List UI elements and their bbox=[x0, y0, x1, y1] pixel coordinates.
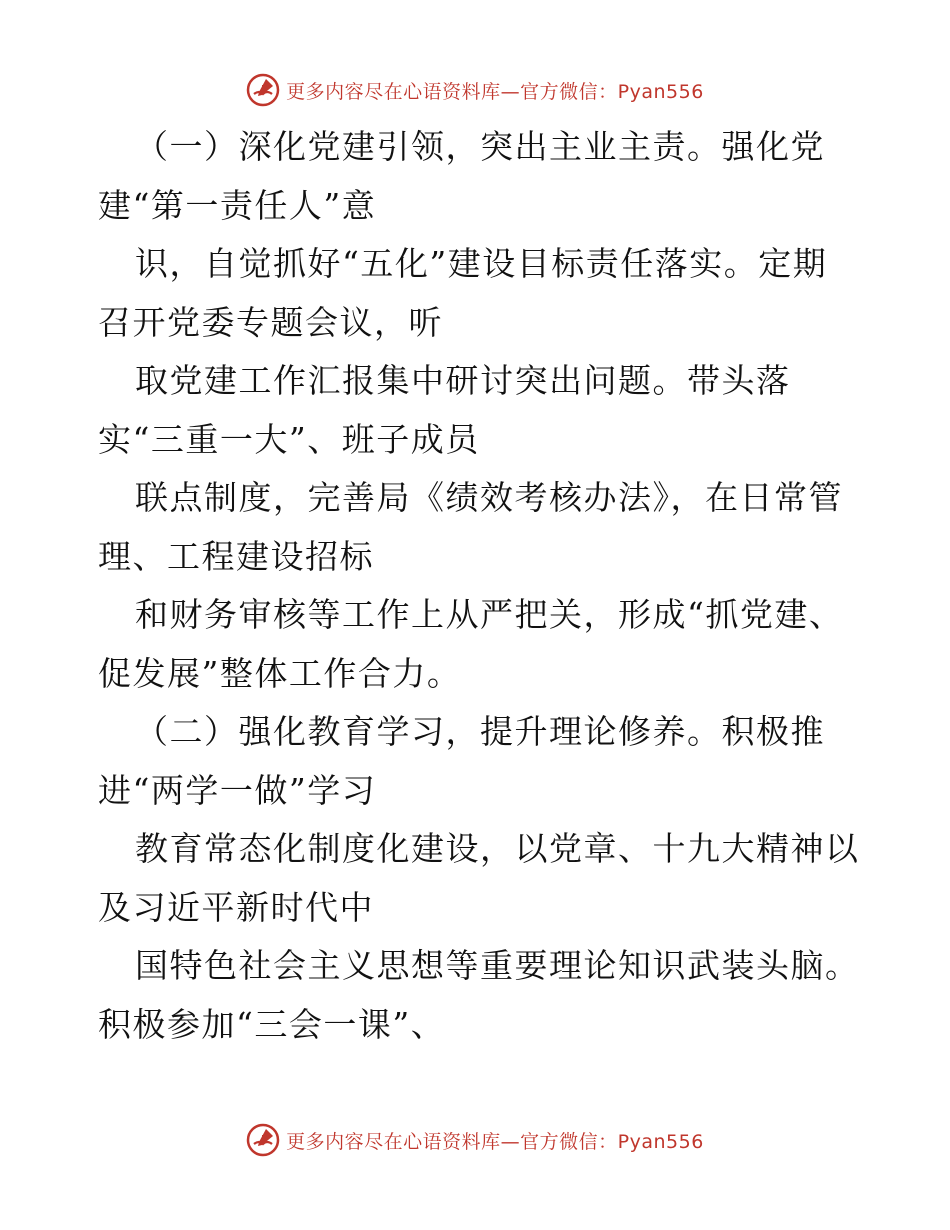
watermark-text: 更多内容尽在心语资料库—官方微信：Pyan556 bbox=[286, 80, 704, 103]
text-line: 教育常态化制度化建设，以党章、十九大精神以 bbox=[135, 829, 860, 868]
book-pen-logo-icon bbox=[246, 73, 280, 107]
text-line: 积极参加“三会一课”、 bbox=[98, 1004, 446, 1044]
book-pen-logo-icon bbox=[246, 1123, 280, 1157]
text-line: 国特色社会主义思想等重要理论知识武装头脑。 bbox=[135, 946, 860, 985]
header-watermark bbox=[0, 70, 950, 110]
text-line: 识，自觉抓好“五化”建设目标责任落实。定期 bbox=[135, 244, 828, 283]
text-line: 召开党委专题会议，听 bbox=[98, 302, 443, 342]
text-line: （二）强化教育学习，提升理论修养。积极推 bbox=[135, 712, 825, 751]
text-line: 进“两学一做”学习 bbox=[98, 770, 377, 810]
text-line: （一）深化党建引领，突出主业主责。强化党 bbox=[135, 127, 825, 166]
text-line: 联点制度，完善局《绩效考核办法》，在日常管 bbox=[135, 478, 843, 517]
text-line: 理、工程建设招标 bbox=[98, 536, 374, 576]
text-line: 建“第一责任人”意 bbox=[98, 185, 377, 225]
text-line: 实“三重一大”、班子成员 bbox=[98, 419, 480, 459]
text-line: 及习近平新时代中 bbox=[98, 887, 374, 927]
text-line: 促发展”整体工作合力。 bbox=[98, 653, 462, 693]
text-line: 取党建工作汇报集中研讨突出问题。带头落 bbox=[135, 361, 791, 400]
text-line: 和财务审核等工作上从严把关，形成“抓党建、 bbox=[135, 595, 844, 634]
watermark-text: 更多内容尽在心语资料库—官方微信：Pyan556 bbox=[286, 1130, 704, 1153]
document-body bbox=[98, 118, 858, 1054]
footer-watermark bbox=[0, 1120, 950, 1160]
